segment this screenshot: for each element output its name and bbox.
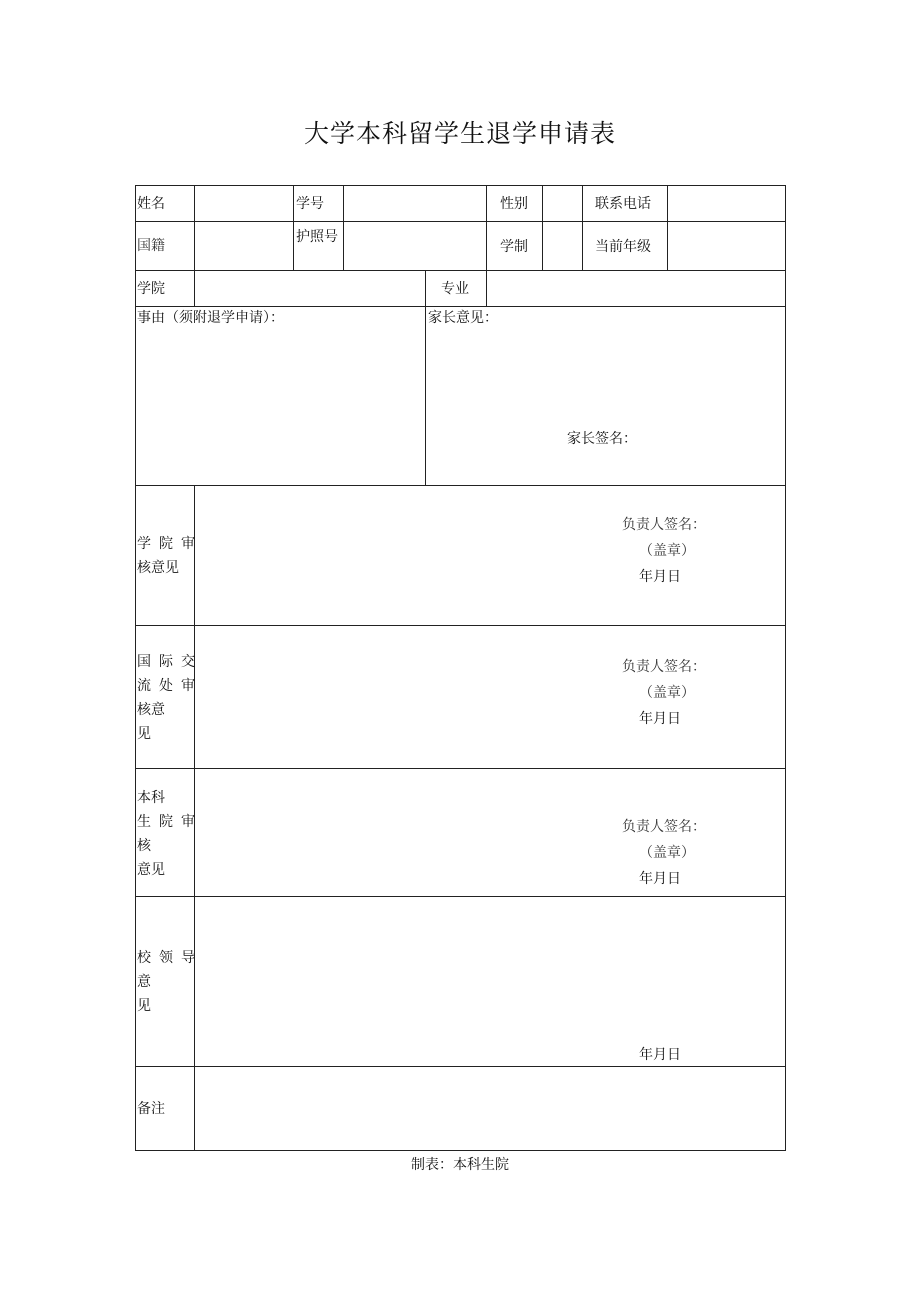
row-divider bbox=[135, 485, 786, 486]
label-line: 校领导 bbox=[137, 950, 195, 966]
college-review-stamp: （盖章） bbox=[639, 543, 695, 559]
passport-label: 护照号 bbox=[296, 229, 338, 245]
undergrad-review-date: 年月日 bbox=[639, 871, 681, 887]
college-review-signer: 负责人签名： bbox=[622, 517, 706, 533]
label-line: 学院审 bbox=[137, 536, 195, 552]
col-divider bbox=[486, 185, 487, 271]
label-line: 意 bbox=[137, 974, 151, 990]
col-divider bbox=[486, 270, 487, 307]
intl-review-signer: 负责人签名： bbox=[622, 659, 706, 675]
nationality-label: 国籍 bbox=[137, 238, 165, 254]
col-divider bbox=[194, 185, 195, 271]
row-divider bbox=[135, 306, 786, 307]
row-divider bbox=[135, 1066, 786, 1067]
col-divider bbox=[293, 185, 294, 271]
label-line: 见 bbox=[137, 998, 151, 1014]
form-title: 大学本科留学生退学申请表 bbox=[303, 119, 616, 148]
college-label: 学院 bbox=[137, 281, 165, 297]
leader-review-label bbox=[137, 946, 195, 1018]
col-divider bbox=[582, 185, 583, 271]
label-line: 流处审 bbox=[137, 678, 195, 694]
col-divider bbox=[194, 270, 195, 307]
undergrad-review-signer: 负责人签名： bbox=[622, 819, 706, 835]
parent-opinion-label: 家长意见： bbox=[428, 310, 498, 326]
college-review-date: 年月日 bbox=[639, 569, 681, 585]
phone-label: 联系电话 bbox=[595, 196, 651, 212]
table-border-bottom bbox=[135, 1150, 786, 1151]
program-length-label: 学制 bbox=[500, 239, 528, 255]
intl-review-stamp: （盖章） bbox=[639, 685, 695, 701]
gender-label: 性别 bbox=[500, 196, 528, 212]
intl-review-date: 年月日 bbox=[639, 711, 681, 727]
current-grade-label: 当前年级 bbox=[595, 239, 651, 255]
label-line: 本科 bbox=[137, 790, 165, 806]
table-border-top bbox=[135, 185, 786, 186]
remarks-label: 备注 bbox=[137, 1101, 165, 1117]
table-border-right bbox=[785, 185, 786, 1151]
undergrad-review-label bbox=[137, 786, 195, 882]
name-label: 姓名 bbox=[137, 196, 165, 212]
major-label: 专业 bbox=[441, 281, 469, 297]
undergrad-review-stamp: （盖章） bbox=[639, 845, 695, 861]
label-line: 意见 bbox=[137, 862, 165, 878]
row-divider bbox=[135, 270, 786, 271]
row-divider bbox=[135, 625, 786, 626]
college-review-label bbox=[137, 532, 195, 580]
label-line: 生院审 bbox=[137, 814, 195, 830]
reason-label: 事由（须附退学申请）： bbox=[137, 310, 284, 326]
label-line: 见 bbox=[137, 726, 151, 742]
col-divider bbox=[667, 185, 668, 271]
col-divider bbox=[425, 306, 426, 486]
label-line: 核意见 bbox=[137, 560, 179, 576]
student-id-label: 学号 bbox=[296, 196, 324, 212]
col-divider bbox=[542, 185, 543, 271]
label-line: 核 bbox=[137, 838, 151, 854]
table-border-left bbox=[135, 185, 136, 1151]
row-divider bbox=[135, 221, 786, 222]
row-divider bbox=[135, 768, 786, 769]
label-line: 国际交 bbox=[137, 654, 195, 670]
row-divider bbox=[135, 896, 786, 897]
leader-review-date: 年月日 bbox=[639, 1047, 681, 1063]
col-divider bbox=[343, 185, 344, 271]
label-line: 核意 bbox=[137, 702, 165, 718]
parent-signature-label: 家长签名： bbox=[567, 431, 637, 447]
form-footer: 制表：本科生院 bbox=[411, 1157, 509, 1173]
application-form-table bbox=[135, 185, 786, 1151]
intl-review-label bbox=[137, 650, 195, 746]
col-divider bbox=[425, 270, 426, 307]
